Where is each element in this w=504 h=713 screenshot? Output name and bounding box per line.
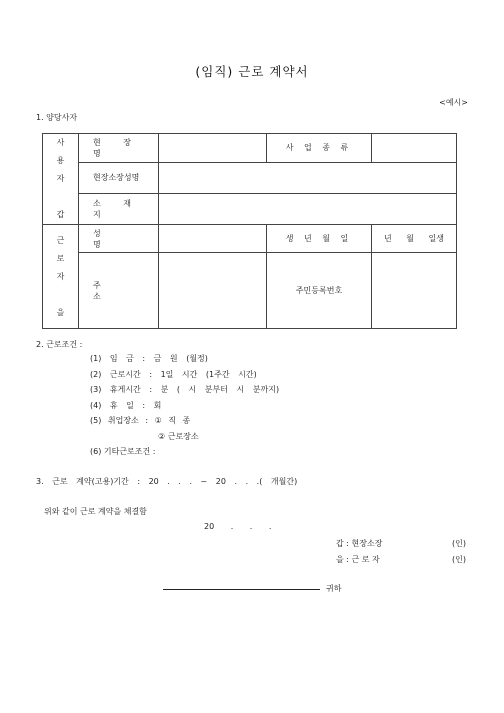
section-1-heading: 1. 양당사자 <box>36 113 78 122</box>
address-value[interactable] <box>159 253 267 329</box>
location-label: 소 재 지 <box>79 193 159 224</box>
addressee-line[interactable] <box>163 588 320 590</box>
employer-vertical-label: 사 용 자 갑 <box>43 134 79 225</box>
condition-hours: (2) 근로시간 : 1일 시간 (1주간 시간) <box>90 370 257 379</box>
parties-table <box>42 133 457 329</box>
condition-wage: (1) 임 금 : 금 원 (월정) <box>90 354 208 363</box>
worker-name-label: 성 명 <box>79 225 159 253</box>
contract-date: 20 . . . <box>204 522 272 531</box>
condition-break: (3) 휴게시간 : 분 ( 시 분부터 시 분까지) <box>90 385 280 394</box>
seal-employer: (인) <box>452 539 466 548</box>
seal-worker: (인) <box>452 555 466 564</box>
agreement-text: 위와 같이 근로 계약을 체결함 <box>44 507 147 516</box>
resident-no-value[interactable] <box>372 253 457 329</box>
manager-name-label: 현장소장성명 <box>79 162 159 193</box>
condition-other: (6) 기타근로조건 : <box>90 447 156 456</box>
signature-employer: 갑 : 현장소장 <box>336 539 383 548</box>
business-type-value[interactable] <box>372 134 457 163</box>
worker-name-value[interactable] <box>159 225 267 253</box>
worker-vertical-label: 근 로 자 을 <box>43 225 79 329</box>
resident-no-label: 주민등록번호 <box>267 253 372 329</box>
addressee-label: 귀하 <box>326 584 342 593</box>
site-name-value[interactable] <box>159 134 267 163</box>
example-label: <예시> <box>439 98 468 107</box>
birth-value[interactable]: 년 월 일생 <box>372 225 457 253</box>
manager-name-value[interactable] <box>159 162 457 193</box>
page-title: (임직) 근로 계약서 <box>195 64 309 79</box>
address-label: 주 소 <box>79 253 159 329</box>
birth-label: 생 년 월 일 <box>267 225 372 253</box>
location-value[interactable] <box>159 193 457 224</box>
section-2-heading: 2. 근로조건 : <box>36 340 83 349</box>
signature-worker: 을 : 근 로 자 <box>336 555 380 564</box>
section-3-period: 3. 근로 계약(고용)기간 : 20 . . . ~ 20 . . .( 개월간) <box>36 477 298 486</box>
condition-holiday: (4) 휴 일 : 회 <box>90 401 162 410</box>
condition-workplace: (5) 취업장소 : ① 직 종 <box>90 416 191 425</box>
condition-work-location: ② 근로장소 <box>158 432 199 441</box>
business-type-label: 사 업 종 류 <box>267 134 372 163</box>
site-name-label: 현 장 명 <box>79 134 159 163</box>
